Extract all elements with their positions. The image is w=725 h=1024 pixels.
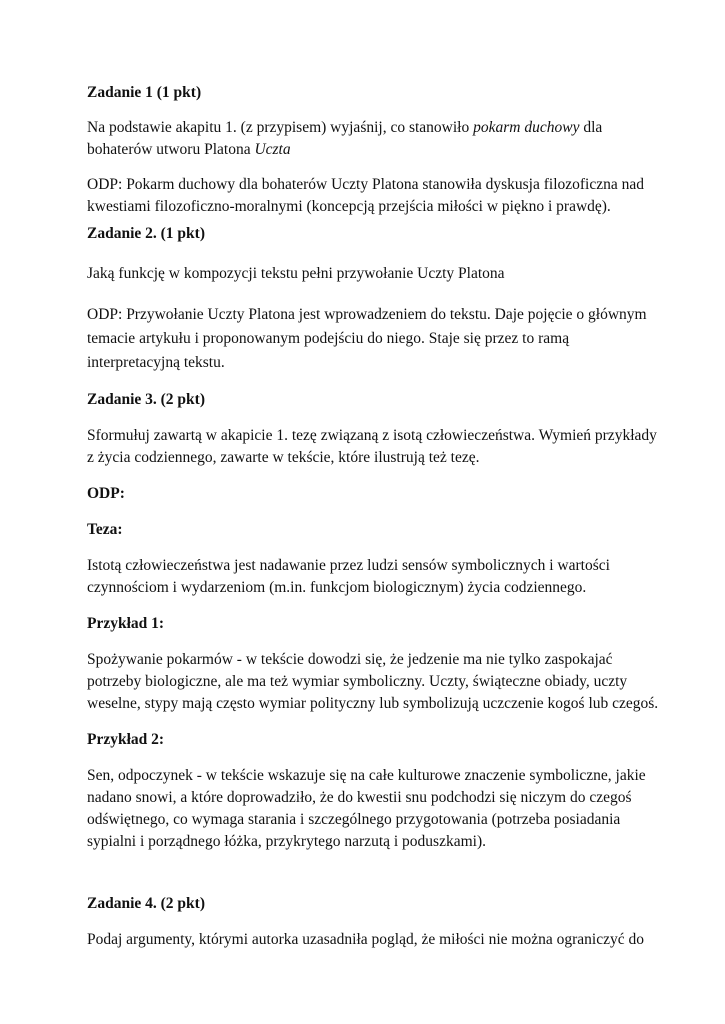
task2-question: Jaką funkcję w kompozycji tekstu pełni przywołanie Uczty Platona [87,265,505,282]
task1-question-text-cont: dla bohaterów utworu Platona [87,119,603,158]
task2-title: Zadanie 2. (1 pkt) [87,225,205,242]
task3-example1-label: Przykład 1: [87,615,165,632]
task1-answer: ODP: Pokarm duchowy dla bohaterów Uczty Platona stanowiła dyskusja filozoficzna nad kwestiami filozoficzno-moralnymi (koncepcją przejścia miłości w piękno i prawdę). [87,176,645,215]
task3-example2: Sen, odpoczynek - w tekście wskazuje się na całe kulturowe znaczenie symboliczne, jakie nadano snowi, a które doprowadziło, że do kwestii snu podchodzi się niczym do czegoś odświętnego, co wymaga starania i szczególnego przygotowania (potrzeba posiadania sypialni i porządnego łóżka, przykrytego narzutą i poduszkami). [87,767,646,850]
document-page [87,82,662,951]
task3-example2-label: Przykład 2: [87,731,165,748]
task4-title: Zadanie 4. (2 pkt) [87,895,205,912]
task1-question-italic-term: pokarm duchowy [473,119,580,136]
task3-thesis: Istotą człowieczeństwa jest nadawanie przez ludzi sensów symbolicznych i wartości czynnościom i wydarzeniom (m.in. funkcjom biologicznym) życia codziennego. [87,557,610,596]
task3-title: Zadanie 3. (2 pkt) [87,391,205,408]
task3-example1: Spożywanie pokarmów - w tekście dowodzi się, że jedzenie ma nie tylko zaspokajać potrzeby biologiczne, ale ma też wymiar symboliczny. Uczty, świąteczne obiady, uczty weselne, stypy mają często wymiar polityczny lub symbolizują uczczenie kogoś lub czegoś. [87,651,659,712]
task2-answer: ODP: Przywołanie Uczty Platona jest wprowadzeniem do tekstu. Daje pojęcie o głównym temacie artykułu i proponowanym podejściu do niego. Staje się przez to ramą interpretacyjną tekstu. [87,306,647,371]
task1-question [87,117,662,161]
task1-question-italic-title: Uczta [254,141,291,158]
task1-title: Zadanie 1 (1 pkt) [87,84,202,101]
task4-question: Podaj argumenty, którymi autorka uzasadniła pogląd, że miłości nie można ograniczyć do [87,931,644,948]
task3-odp-label: ODP: [87,485,125,502]
task3-question: Sformułuj zawartą w akapicie 1. tezę związaną z isotą człowieczeństwa. Wymień przykłady z życia codziennego, zawarte w tekście, które ilustrują też tezę. [87,427,657,466]
task3-thesis-label: Teza: [87,521,123,538]
task1-question-text: Na podstawie akapitu 1. (z przypisem) wyjaśnij, co stanowiło [87,119,474,136]
